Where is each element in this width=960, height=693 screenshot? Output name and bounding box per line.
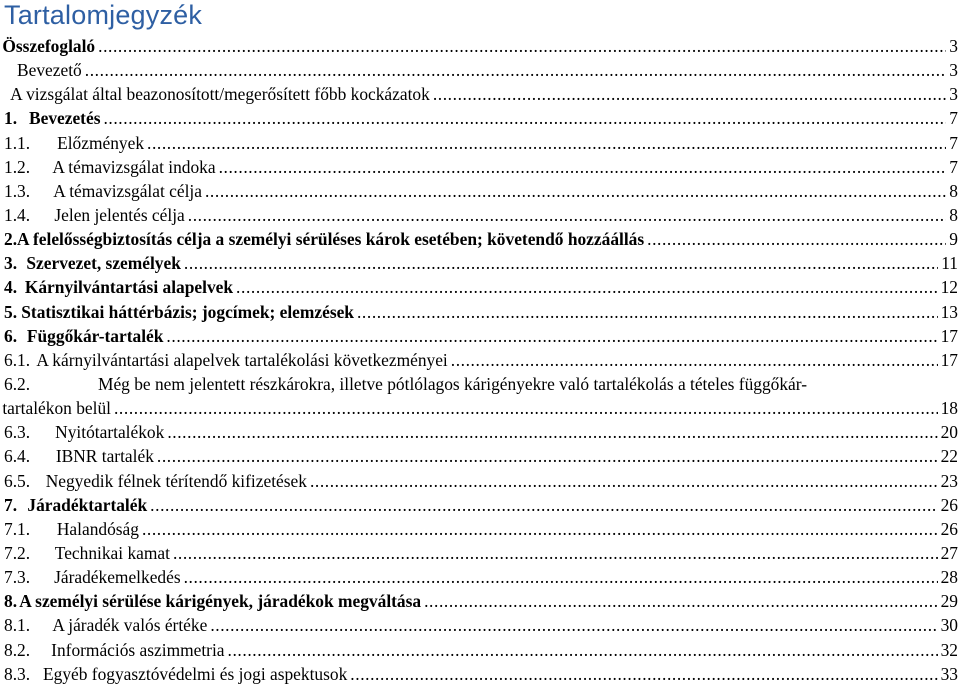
toc-entry-title: Függőkár-tartalék bbox=[26, 325, 164, 346]
toc-entry-page: 30 bbox=[940, 615, 958, 636]
toc-entry[interactable] bbox=[0, 155, 960, 179]
toc-entry[interactable] bbox=[0, 34, 960, 58]
dot-leader bbox=[310, 469, 938, 493]
toc-entry-title: IBNR tartalék bbox=[55, 446, 154, 467]
toc-entry[interactable] bbox=[0, 493, 960, 517]
toc-entry-number: 8.3. bbox=[4, 663, 31, 684]
dot-leader bbox=[166, 324, 937, 348]
page-title: Tartalomjegyzék bbox=[4, 0, 203, 30]
toc-entry-number: 1.3. bbox=[4, 180, 31, 201]
toc-entry-title: Bevezető bbox=[17, 60, 82, 81]
dot-leader bbox=[142, 517, 938, 541]
toc-entry-page: 8 bbox=[949, 180, 958, 201]
dot-leader bbox=[357, 300, 938, 324]
toc-entry-title: A témavizsgálat indoka bbox=[52, 156, 216, 177]
toc-entry-page: 26 bbox=[940, 518, 958, 539]
toc-entry[interactable] bbox=[0, 638, 960, 662]
dot-leader bbox=[157, 444, 938, 468]
toc-entry[interactable] bbox=[0, 444, 960, 468]
toc-entry[interactable] bbox=[0, 227, 960, 251]
toc-entry[interactable] bbox=[0, 324, 960, 348]
dot-leader bbox=[147, 131, 946, 155]
toc-entry-title: Járadékemelkedés bbox=[54, 567, 181, 588]
dot-leader bbox=[150, 493, 937, 517]
toc-entry-page: 3 bbox=[949, 60, 958, 81]
toc-entry-number: 6.5. bbox=[4, 470, 31, 491]
toc-entry-page: 7 bbox=[949, 132, 958, 153]
toc-entry-title: Előzmények bbox=[57, 132, 145, 153]
dot-leader bbox=[647, 227, 946, 251]
toc-entry[interactable] bbox=[0, 613, 960, 637]
toc-entry-number: 6. bbox=[4, 325, 18, 346]
toc-entry-number: 5. bbox=[4, 301, 18, 322]
toc-entry-title: A kárnyilvántartási alapelvek tartalékolási következményei bbox=[36, 349, 448, 370]
toc-entry[interactable] bbox=[0, 517, 960, 541]
toc-entry-title: Információs aszimmetria bbox=[51, 639, 225, 660]
toc-entry-title: Összefoglaló bbox=[2, 36, 96, 56]
dot-leader bbox=[188, 203, 947, 227]
toc-entry-title: Nyitótartalékok bbox=[55, 422, 165, 443]
dot-leader bbox=[219, 155, 947, 179]
toc-entry-number: 6.1. bbox=[4, 349, 31, 370]
dot-leader bbox=[228, 638, 938, 662]
toc-entry[interactable] bbox=[0, 541, 960, 565]
toc-entry[interactable] bbox=[0, 589, 960, 613]
toc-entry[interactable] bbox=[0, 106, 960, 130]
dot-leader bbox=[236, 275, 938, 299]
toc-entry-page: 28 bbox=[940, 567, 958, 588]
toc-entry-number: 6.2. bbox=[4, 373, 31, 394]
toc-entry-page: 18 bbox=[940, 398, 958, 419]
toc-entry-number: 6.4. bbox=[4, 446, 31, 467]
toc-entry[interactable] bbox=[0, 82, 960, 106]
table-of-contents bbox=[0, 34, 960, 686]
toc-entry-page: 13 bbox=[940, 301, 958, 322]
toc-entry-page: 3 bbox=[949, 84, 958, 105]
toc-entry-number: 7.2. bbox=[4, 542, 31, 563]
toc-entry-page: 32 bbox=[940, 639, 958, 660]
toc-entry-number: 2. bbox=[4, 229, 18, 250]
toc-entry-title: Negyedik félnek térítendő kifizetések bbox=[45, 470, 307, 491]
toc-entry[interactable] bbox=[0, 372, 960, 396]
toc-entry[interactable] bbox=[0, 662, 960, 686]
dot-leader bbox=[184, 565, 938, 589]
toc-entry-number: 7. bbox=[4, 494, 18, 515]
toc-entry-number: 8.1. bbox=[4, 615, 31, 636]
dot-leader bbox=[184, 251, 938, 275]
dot-leader bbox=[167, 420, 937, 444]
toc-entry-page: 8 bbox=[949, 204, 958, 225]
toc-entry-number: 8. bbox=[4, 591, 18, 612]
toc-entry[interactable] bbox=[0, 348, 960, 372]
dot-leader bbox=[424, 589, 938, 613]
toc-entry-number: 8.2. bbox=[4, 639, 31, 660]
toc-entry[interactable] bbox=[0, 300, 960, 324]
toc-entry-title: Kárnyilvántartási alapelvek bbox=[24, 277, 234, 298]
toc-entry[interactable] bbox=[0, 469, 960, 493]
toc-entry-title: Szervezet, személyek bbox=[26, 253, 181, 274]
toc-entry-page: 3 bbox=[949, 36, 958, 56]
toc-entry-page: 22 bbox=[940, 446, 958, 467]
dot-leader bbox=[103, 106, 946, 130]
toc-entry-title: Járadéktartalék bbox=[27, 494, 148, 515]
toc-entry-page: 20 bbox=[940, 422, 958, 443]
dot-leader bbox=[173, 541, 938, 565]
toc-entry-title: Technikai kamat bbox=[54, 542, 170, 563]
toc-entry-title: Statisztikai háttérbázis; jogcímek; elemzések bbox=[21, 301, 354, 322]
toc-entry-number: 4. bbox=[4, 277, 18, 298]
toc-entry-number: 1.4. bbox=[4, 204, 31, 225]
toc-entry[interactable] bbox=[0, 131, 960, 155]
dot-leader bbox=[433, 82, 946, 106]
toc-entry-page: 17 bbox=[940, 349, 958, 370]
toc-entry-page: 33 bbox=[940, 663, 958, 684]
toc-entry-title: Jelen jelentés célja bbox=[54, 204, 185, 225]
toc-entry-page: 17 bbox=[940, 325, 958, 346]
dot-leader bbox=[205, 179, 946, 203]
toc-entry-number: 6.3. bbox=[4, 422, 31, 443]
toc-entry-title: A járadék valós értéke bbox=[52, 615, 208, 636]
dot-leader bbox=[85, 58, 947, 82]
dot-leader bbox=[451, 348, 938, 372]
toc-entry-title: A személyi sérülése kárigények, járadékok megváltása bbox=[19, 591, 422, 612]
toc-entry-number: 1.1. bbox=[4, 132, 31, 153]
dot-leader bbox=[98, 34, 946, 58]
toc-entry-number: 1. bbox=[4, 108, 18, 129]
toc-entry-number: 1.2. bbox=[4, 156, 31, 177]
dot-leader bbox=[210, 613, 937, 637]
toc-entry-title: Még be nem jelentett részkárokra, illetve pótlólagos kárigényekre való tartalékolás a tételes függőkár- bbox=[98, 373, 807, 394]
toc-entry-page: 12 bbox=[940, 277, 958, 298]
toc-entry-page: 11 bbox=[941, 253, 958, 274]
toc-entry-title: tartalékon belül bbox=[2, 398, 111, 419]
toc-entry[interactable] bbox=[0, 565, 960, 589]
toc-entry-page: 9 bbox=[949, 229, 958, 250]
toc-entry-page: 29 bbox=[940, 591, 958, 612]
toc-entry-title: Halandóság bbox=[56, 518, 139, 539]
toc-entry[interactable] bbox=[0, 58, 960, 82]
toc-entry-page: 27 bbox=[940, 542, 958, 563]
toc-entry-number: 7.3. bbox=[4, 567, 31, 588]
dot-leader bbox=[350, 662, 937, 686]
toc-entry-title: Bevezetés bbox=[29, 108, 101, 129]
toc-entry-page: 7 bbox=[949, 108, 958, 129]
toc-entry[interactable] bbox=[0, 275, 960, 299]
dot-leader bbox=[114, 396, 938, 420]
toc-entry-page: 23 bbox=[940, 470, 958, 491]
toc-entry-title: A felelősségbiztosítás célja a személyi sérüléses károk esetében; követendő hozzáállás bbox=[17, 229, 645, 250]
toc-entry[interactable] bbox=[0, 396, 960, 420]
toc-entry[interactable] bbox=[0, 251, 960, 275]
toc-entry-title: A vizsgálat által beazonosított/megerősített főbb kockázatok bbox=[10, 84, 430, 105]
toc-entry-page: 7 bbox=[949, 156, 958, 177]
toc-entry-page: 26 bbox=[940, 494, 958, 515]
toc-entry-title: A témavizsgálat célja bbox=[53, 180, 202, 201]
toc-entry-number: 7.1. bbox=[4, 518, 31, 539]
toc-entry[interactable] bbox=[0, 420, 960, 444]
toc-entry-number: 3. bbox=[4, 253, 18, 274]
toc-entry[interactable] bbox=[0, 203, 960, 227]
toc-entry-title: Egyéb fogyasztóvédelmi és jogi aspektusok bbox=[43, 663, 348, 684]
toc-entry[interactable] bbox=[0, 179, 960, 203]
